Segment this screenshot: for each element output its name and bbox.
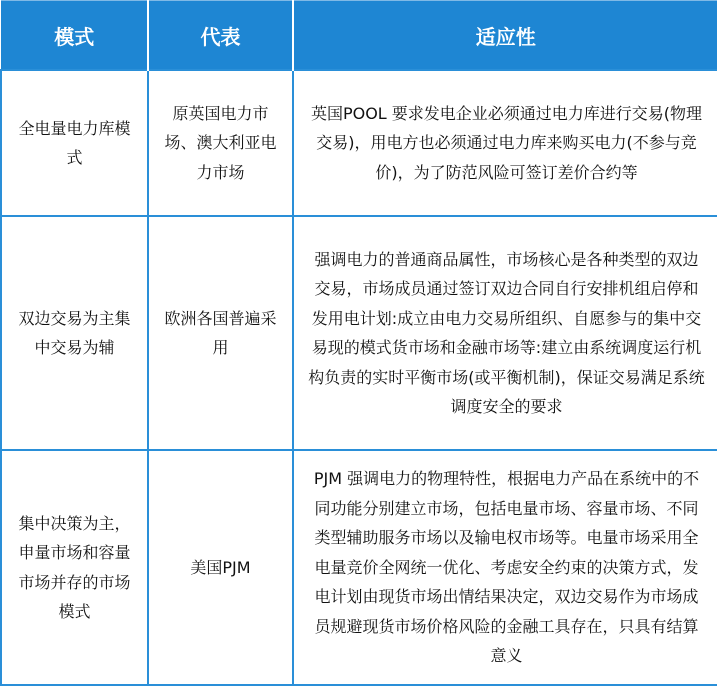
- cell-representative: 原英国电力市场、澳大利亚电力市场: [148, 70, 293, 216]
- table-row: [1, 216, 717, 450]
- cell-applicability: PJM 强调电力的物理特性，根据电力产品在系统中的不同功能分别建立市场，包括电量市场、容量市场、不同类型辅助服务市场以及输电权市场等。电量市场采用全电量竞价全网统一优化、考虑安全约束的决策方式，发电计划由现货市场出情结果决定，双边交易作为市场成员规避现货市场价格风险的金融工具存在，只具有结算意义: [293, 450, 717, 685]
- cell-mode: 双边交易为主集中交易为辅: [1, 216, 148, 450]
- header-mode: 模式: [1, 1, 148, 71]
- cell-representative: 美国PJM: [148, 450, 293, 685]
- cell-mode: 全电量电力库模式: [1, 70, 148, 216]
- cell-applicability: 强调电力的普通商品属性，市场核心是各种类型的双边交易，市场成员通过签订双边合同自行安排机组启停和发用电计划:成立由电力交易所组织、自愿参与的集中交易现的模式货市场和金融市场等:建立由系统调度运行机构负责的实时平衡市场(或平衡机制)，保证交易满足系统调度安全的要求: [293, 216, 717, 450]
- header-representative: 代表: [148, 1, 293, 71]
- header-row: [1, 1, 717, 71]
- cell-mode: 集中决策为主，申量市场和容量市场并存的市场模式: [1, 450, 148, 685]
- header-applicability: 适应性: [293, 1, 717, 71]
- cell-representative: 欧洲各国普遍采用: [148, 216, 293, 450]
- table-row: [1, 450, 717, 685]
- cell-applicability: 英国POOL 要求发电企业必须通过电力库进行交易(物理交易)，用电方也必须通过电力库来购买电力(不参与竞价)，为了防范风险可签订差价合约等: [293, 70, 717, 216]
- table-row: [1, 70, 717, 216]
